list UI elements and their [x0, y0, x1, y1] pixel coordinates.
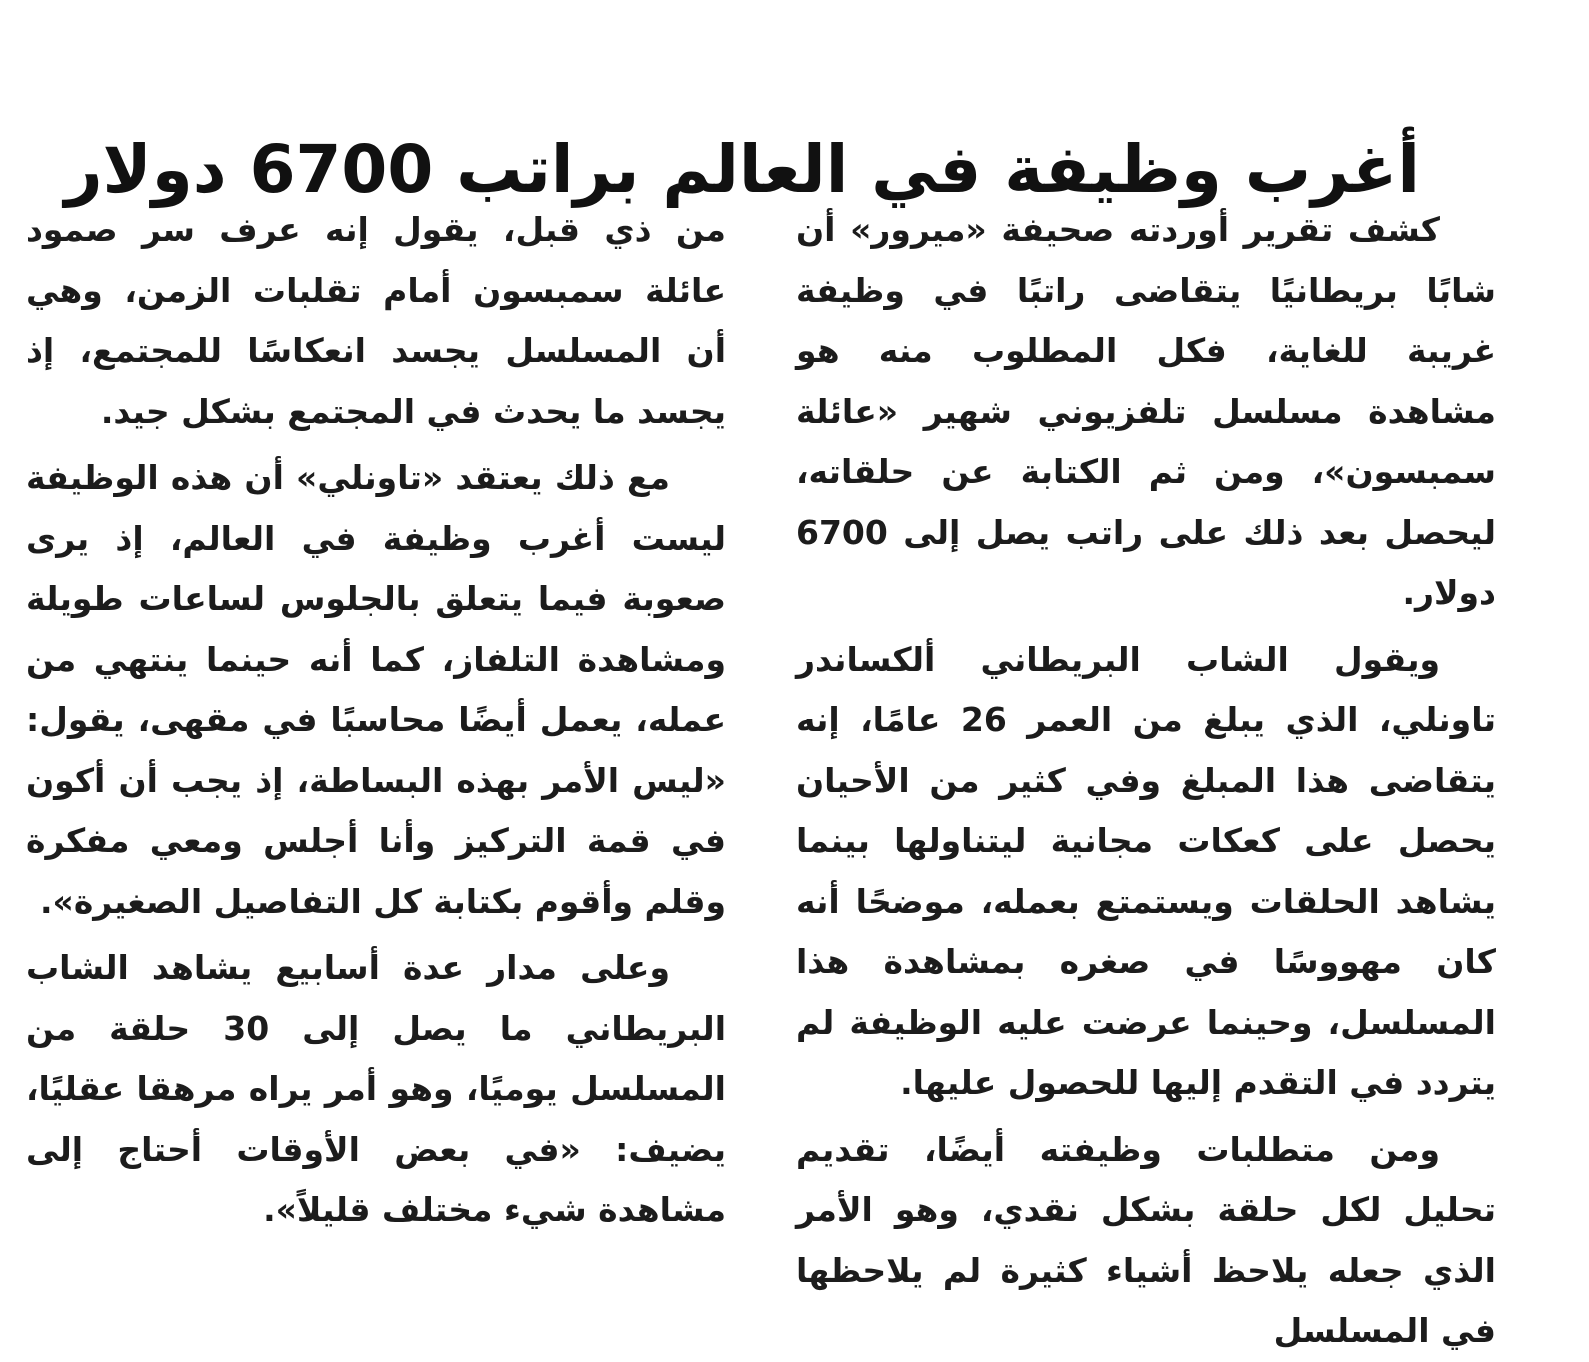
paragraph: وعلى مدار عدة أسابيع يشاهد الشاب البريطاني ما يصل إلى 30 حلقة من المسلسل يوميًا، وهو أمر يراه مرهقا عقليًا، يضيف: «في بعض الأوقات أحتاج إلى مشاهدة شيء مختلف قليلاً».	[26, 948, 727, 1229]
column-left	[26, 200, 727, 1229]
article-body	[26, 200, 1496, 1350]
column-right	[796, 200, 1496, 1350]
paragraph: من ذي قبل، يقول إنه عرف سر صمود عائلة سمبسون أمام تقلبات الزمن، وهي أن المسلسل يجسد انعكاسًا للمجتمع، إذ يجسد ما يحدث في المجتمع بشكل جيد.	[26, 210, 726, 431]
paragraph: ومن متطلبات وظيفته أيضًا، تقديم تحليل لكل حلقة بشكل نقدي، وهو الأمر الذي جعله يلاحظ أشياء كثيرة لم يلاحظها في المسلسل	[796, 1129, 1496, 1350]
paragraph: كشف تقرير أوردته صحيفة «ميرور» أن شابًا بريطانيًا يتقاضى راتبًا في وظيفة غريبة للغاية، فكل المطلوب منه هو مشاهدة مسلسل تلفزيوني شهير «عائلة سمبسون»، ومن ثم الكتابة عن حلقاته، ليحصل بعد ذلك على راتب يصل إلى 6700 دولار.	[796, 210, 1496, 612]
paragraph: ويقول الشاب البريطاني ألكساندر تاونلي، الذي يبلغ من العمر 26 عامًا، إنه يتقاضى هذا المبلغ وفي كثير من الأحيان يحصل على كعكات مجانية ليتناولها بينما يشاهد الحلقات ويستمتع بعمله، موضحًا أنه كان مهووسًا في صغره بمشاهدة هذا المسلسل، وحينما عرضت عليه الوظيفة لم يتردد في التقدم إليها للحصول عليها.	[796, 639, 1496, 1102]
paragraph: مع ذلك يعتقد «تاونلي» أن هذه الوظيفة ليست أغرب وظيفة في العالم، إذ يرى صعوبة فيما يتعلق بالجلوس لساعات طويلة ومشاهدة التلفاز، كما أنه حينما ينتهي من عمله، يعمل أيضًا محاسبًا في مقهى، يقول: «ليس الأمر بهذه البساطة، إذ يجب أن أكون في قمة التركيز وأنا أجلس ومعي مفكرة وقلم وأقوم بكتابة كل التفاصيل الصغيرة».	[26, 458, 726, 921]
article-headline: أغرب وظيفة في العالم براتب 6700 دولار	[64, 131, 1420, 209]
